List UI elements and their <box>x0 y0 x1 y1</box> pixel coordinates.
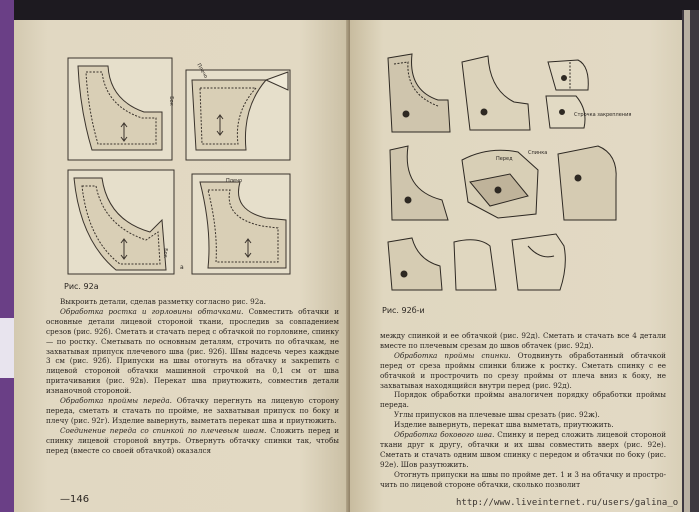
label-front: Перед <box>496 156 513 162</box>
paragraph-text: Спинку и перед сложить лицевой стороной ткани друг к другу, обтачки и их швы совместить вверх (рис. 92е). Сметать и стачать одним швом спинку с передом и обтачки по боку (рис. 92е). Шов разутюжить. <box>380 430 666 469</box>
right-page <box>350 20 682 512</box>
left-body-text <box>46 297 339 456</box>
paragraph <box>380 351 666 391</box>
left-page <box>14 20 350 512</box>
italic-heading: Соединение переда со спинкой по плечевым швам. <box>60 425 267 435</box>
paragraph <box>380 420 666 430</box>
paragraph-text: Отодвинуть обработанный обтачкой перед от среза проймы спинки ближе к ростку. Сметать спинку с ее обтачкой и прострочить по срезу проймы от плеча вниз к боку, не захватывая находящийся внутри перед (рис. 92д). <box>380 350 666 390</box>
paragraph-text: Выкроить детали, сделав разметку согласно рис. 92а. <box>60 297 266 306</box>
paragraph-text: Обтачку перегнуть на лицевую сторону переда, сметать и стачать по пройме, не захватывая припуск по боку и плечу (рис. 92г). Изделие вывернуть, выметать перекат шва и приутюжить. <box>46 396 339 425</box>
label-side-bottom: Бок <box>161 248 168 258</box>
paragraph <box>380 470 666 490</box>
label-stitch: Строчка закрепления <box>574 112 632 118</box>
paragraph-text: Сложить перед и спинку лицевой стороной внутрь. Отвернуть обтачку спинки так, чтобы перед (вместе со своей обтачкой) оказался <box>46 425 339 455</box>
label-shoulder-top: Плечо <box>195 62 209 80</box>
paragraph-text: Углы припусков на плечевые швы срезать (рис. 92ж). <box>394 410 600 420</box>
figure-caption: Рис. 92а <box>64 282 99 291</box>
book-spine <box>0 0 14 512</box>
label-back: Спинка <box>528 150 548 156</box>
figure-92a <box>62 50 294 278</box>
figure-caption: Рис. 92б-и <box>382 306 425 315</box>
paragraph <box>380 390 666 410</box>
page-number: —146 <box>60 494 90 505</box>
paragraph <box>380 331 666 351</box>
label-shoulder-bottom: Плечо <box>226 178 243 184</box>
paragraph <box>380 410 666 420</box>
paragraph-text: между спинкой и ее обтачкой (рис. 92д). Сметать и стачать все 4 детали вместе по плечевым срезам до швов обтачек (рис. 92д). <box>380 331 666 350</box>
paragraph <box>46 396 339 426</box>
paragraph-text: Изделие вывернуть, перекат шва выметать, приутюжить. <box>394 420 614 430</box>
italic-heading: Обработка ростка и горловины обтачками. <box>60 306 244 316</box>
label-letter-a: а <box>180 264 184 271</box>
label-side-top: Бок <box>167 96 174 106</box>
spine-label <box>0 318 14 378</box>
paragraph <box>46 307 339 396</box>
figure-92b-i <box>378 50 638 296</box>
watermark-url: http://www.liveinternet.ru/users/galina_o <box>456 498 679 508</box>
italic-heading: Обработка проймы спинки. <box>394 350 511 360</box>
paragraph <box>46 426 339 456</box>
italic-heading: Обработка бокового шва. <box>394 430 495 440</box>
italic-heading: Обработка проймы переда. <box>60 396 172 406</box>
paragraph <box>380 430 666 470</box>
book-edge <box>682 10 699 512</box>
right-body-text <box>380 331 666 490</box>
paragraph-text: Порядок обработки проймы аналогичен порядку обработки проймы переда. <box>380 390 666 410</box>
paragraph-text: Отогнуть припуски на швы по пройме дет. 1 и 3 на обтачку и прострочить по лицевой стороне обтачки, сколько позволит <box>380 469 666 489</box>
paragraph <box>46 297 339 307</box>
paragraph-text: Совместить обтачки и основные детали лицевой стороной ткани, проследив за совпадением срезов (рис. 92б). Сметать и стачать перед с обтачкой по горловине, спинку — по ростку. Сметывать по основным деталям, строчить по обтачкам, не захватывая припуск плечевого шва (рис. 92б). Швы надсечь через каждые 3 см (рис. 92б). Припуски на швы отогнуть на обтачку и закрепить с лицевой стороной обтачки машинной строчкой на 0,1 см от шва притачивания (рис. 92в). Перекат шва приутюжить, совместив детали изнаночной стороной. <box>46 306 339 396</box>
